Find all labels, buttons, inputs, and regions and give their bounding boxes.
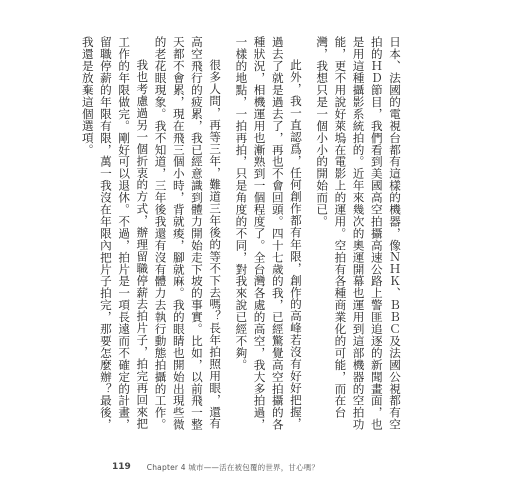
paragraph-4: 我也考慮過另一個折衷的方式，辦理留職停薪去拍片子，拍完再回來把工作的年限做完。剛好可以退休。不過，拍片是一項長遠而不確定的計畫，留職停薪的年限有限，萬一我沒在年限內把片子拍完，那要怎麼辦？最後，我還是放棄這個選項。 <box>80 36 150 431</box>
page-footer <box>112 460 412 474</box>
paragraph-1: 日本、法國的電視台都有這樣的機器，像ＮＨＫ、ＢＢＣ及法國公視都有空拍的ＨＤ節目，我們看到美國高空拍攝高速公路上警匪追逐的新聞畫面，也是用這種攝影系統拍的。近年來幾次的奧運開幕也運用到這部機器的空拍功能，更不用說好萊塢在電影上的運用。空拍有各種商業化的可能，而在台灣，我想只是一個小小的開始而已。 <box>315 36 402 431</box>
page-number: 119 <box>112 462 131 472</box>
body-text <box>80 36 404 434</box>
paragraph-2: 此外，我一直認爲，任何創作都有年限，創作的高峰若沒有好好把握，過去了就是過去了，再也不會回頭。四十七歲的我，已經驚覺高空拍攝的各種狀況，相機運用也漸熟到一個程度了。全台灣各處的高空，我大多拍過，一樣的地點，一拍再拍，只是角度的不同，對我來說已經不夠。 <box>234 36 303 431</box>
chapter-label: Chapter 4 城市——活在被包覆的世界，甘心嗎？ <box>146 462 320 472</box>
paragraph-3: 很多人問，再等三年，難道三年後的等不下去嗎？長年拍照用眼，還有高空飛行的疲累，我已經意識到體力開始走下坡的事實。比如，以前飛一整天都不會累，現在飛三個小時，背就痠，腳就麻。我的眼睛也開始出現些微的老花眼現象。我不知道，三年後我還有沒有體力去執行動態拍攝的工作。 <box>153 36 223 431</box>
